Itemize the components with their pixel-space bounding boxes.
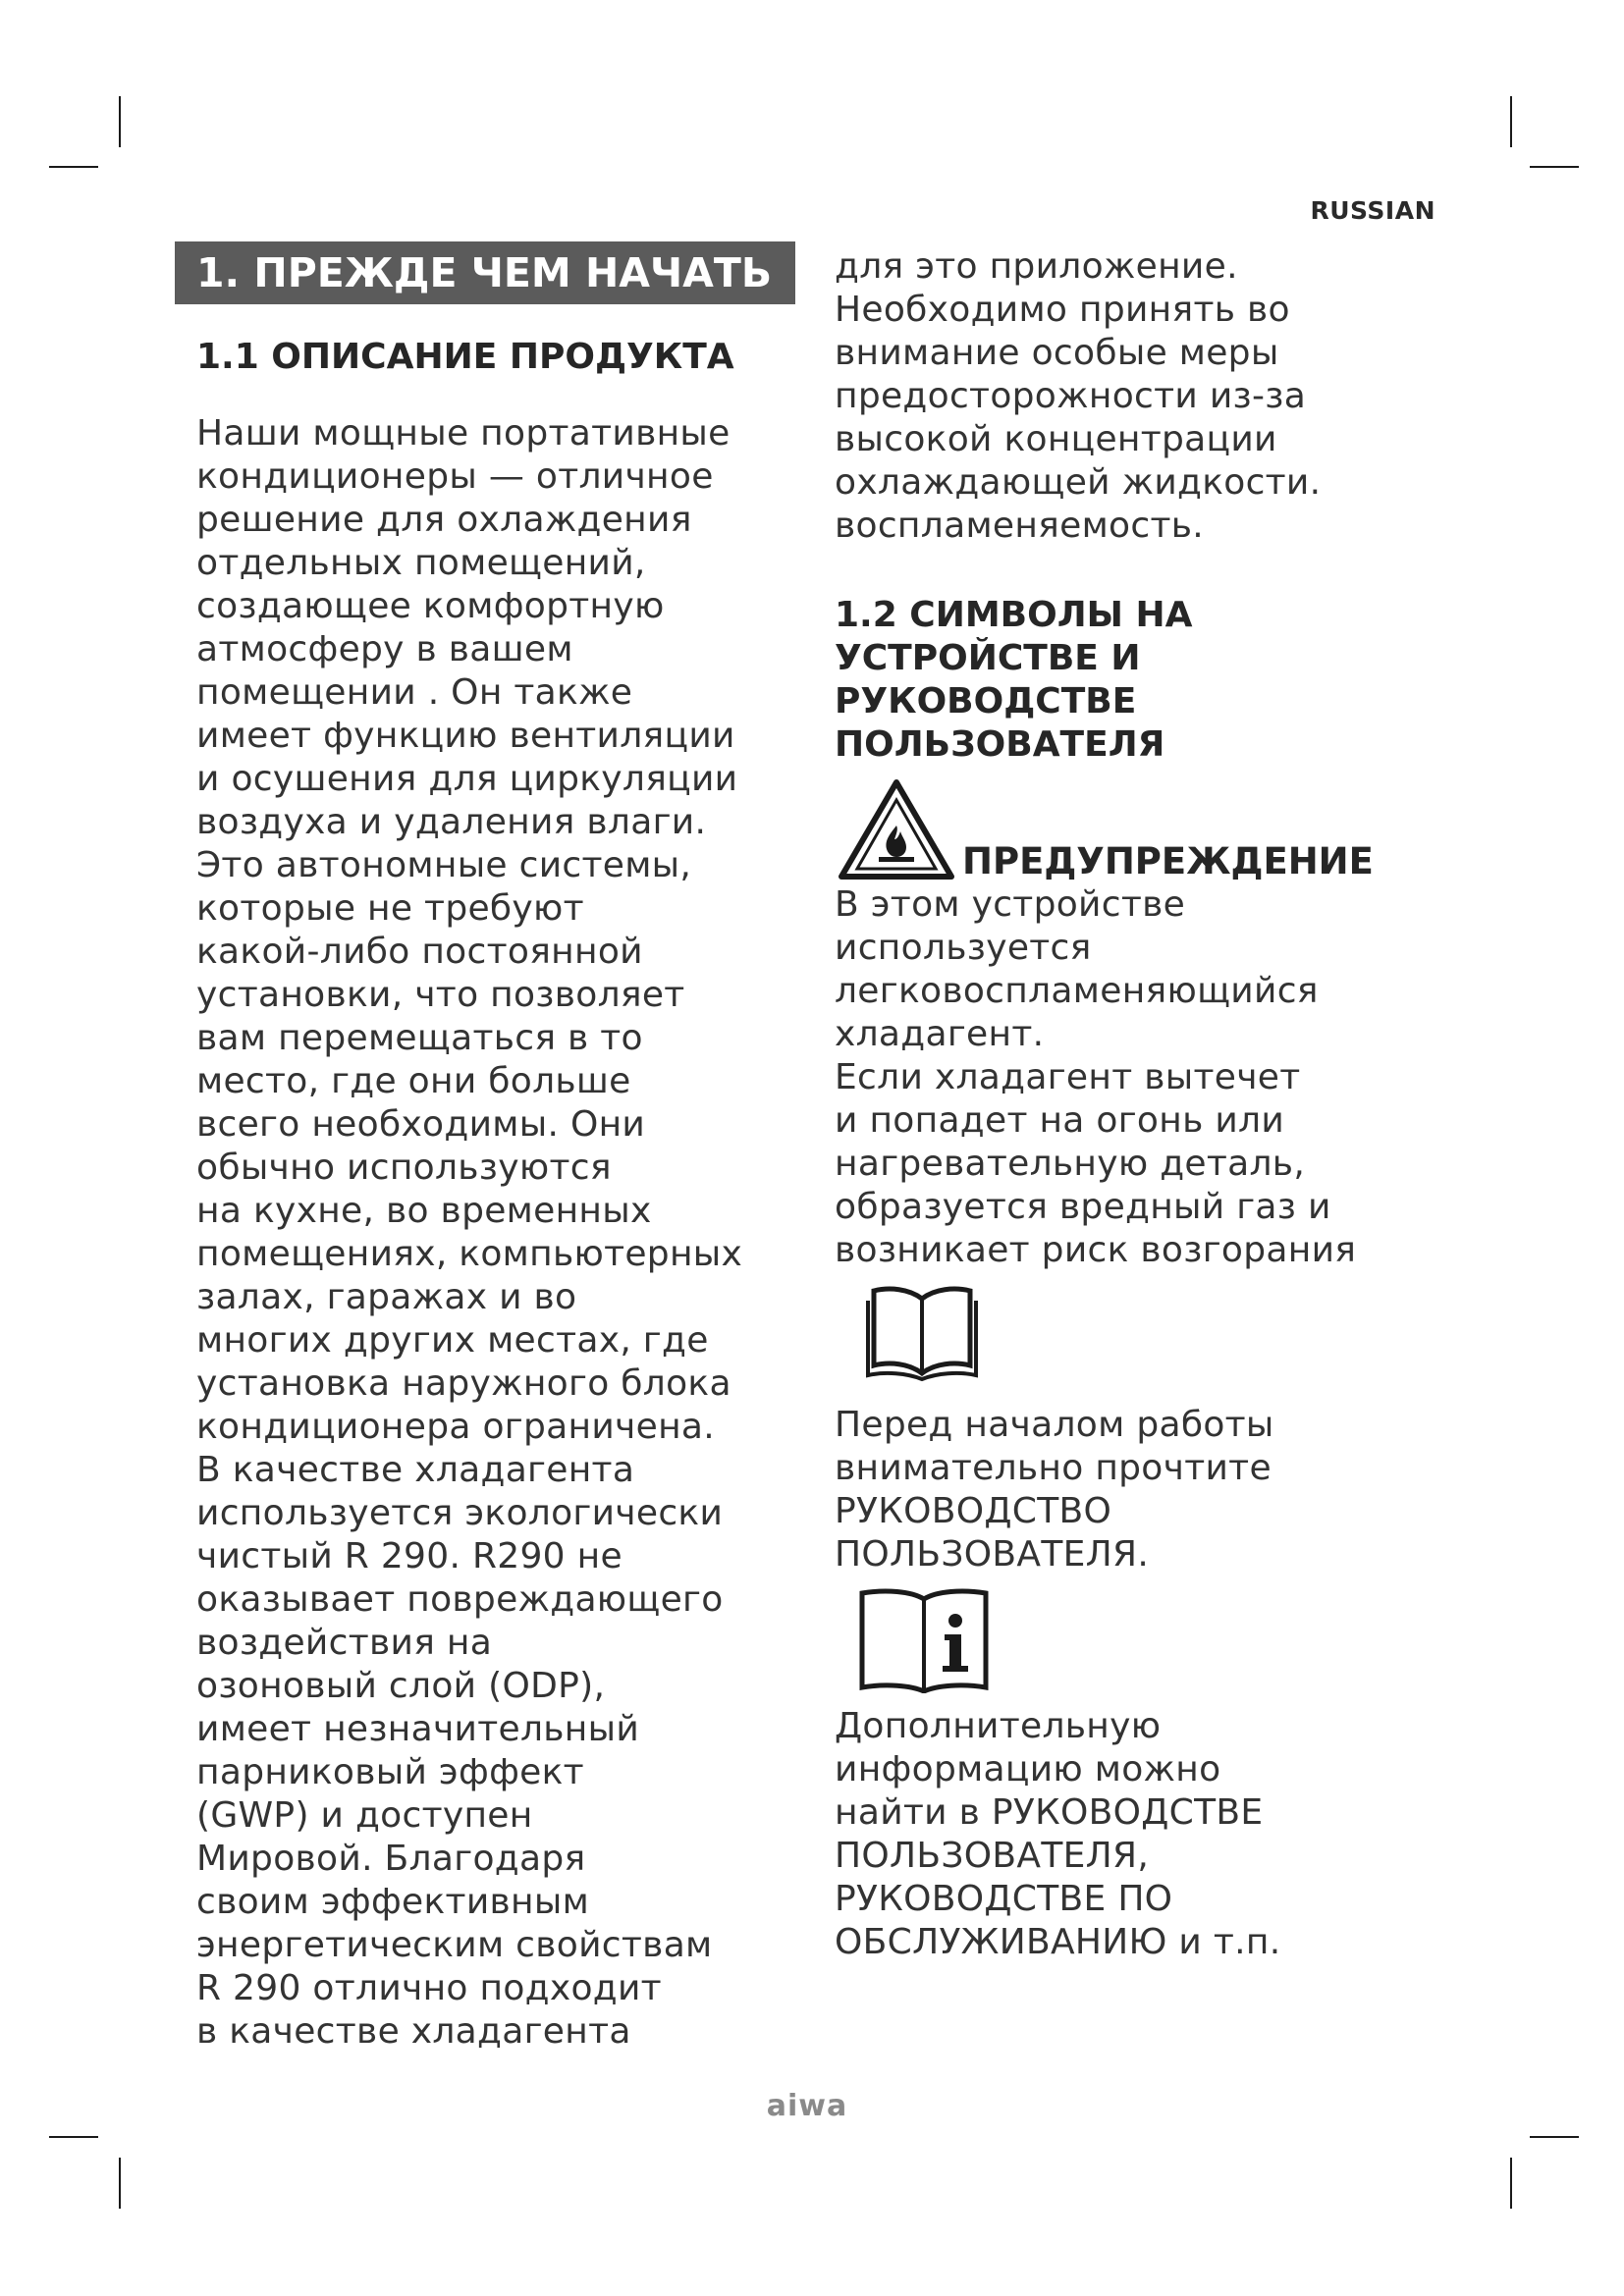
crop-mark-top-right-horizontal — [1530, 166, 1579, 168]
aiwa-logo: aiwa — [766, 2089, 848, 2123]
crop-mark-bottom-left-vertical — [119, 2158, 121, 2209]
product-description-heading: 1.1 ОПИСАНИЕ ПРОДУКТА — [196, 337, 734, 377]
open-book-icon — [862, 1281, 982, 1383]
product-description-continuation: для это приложение. Необходимо принять во внимание особые меры предосторожности из-за высокой концентрации охлаждающей жидкости. воспламеняемость. — [835, 246, 1322, 546]
manual-text: Перед началом работы внимательно прочтите РУКОВОДСТВО ПОЛЬЗОВАТЕЛЯ. — [835, 1405, 1274, 1575]
language-label: RUSSIAN — [1310, 196, 1435, 225]
info-book-icon — [854, 1585, 994, 1693]
flammable-warning-icon — [838, 778, 955, 881]
crop-mark-bottom-right-vertical — [1510, 2158, 1512, 2209]
crop-mark-top-left-horizontal — [49, 166, 98, 168]
crop-mark-bottom-left-horizontal — [49, 2136, 98, 2138]
crop-mark-top-right-vertical — [1510, 96, 1512, 147]
warning-title: ПРЕДУПРЕЖДЕНИЕ — [962, 840, 1374, 882]
section-title: 1. ПРЕЖДЕ ЧЕМ НАЧАТЬ — [175, 241, 795, 304]
warning-text: В этом устройстве используется легковоспламеняющийся хладагент. Если хладагент вытечет и попадет на огонь или нагревательную деталь, образуется вредный газ и возникает риск возгорания — [835, 884, 1357, 1270]
info-text: Дополнительную информацию можно найти в РУКОВОДСТВЕ ПОЛЬЗОВАТЕЛЯ, РУКОВОДСТВЕ ПО ОБСЛУЖИВАНИЮ и т.п. — [835, 1706, 1281, 1962]
crop-mark-top-left-vertical — [119, 96, 121, 147]
crop-mark-bottom-right-horizontal — [1530, 2136, 1579, 2138]
symbols-heading: 1.2 СИМВОЛЫ НА УСТРОЙСТВЕ И РУКОВОДСТВЕ ПОЛЬЗОВАТЕЛЯ — [835, 595, 1193, 765]
product-description-text: Наши мощные портативные кондиционеры — отличное решение для охлаждения отдельных помещений, создающее комфортную атмосферу в вашем помещении . Он также имеет функцию вентиляции и осушения для циркуляции воздуха и удаления влаги. Это автономные системы, которые не требуют какой-либо постоянной установки, что позволяет вам перемещаться в то место, где они больше всего необходимы. Они обычно используются на кухне, во временных помещениях, компьютерных залах, гаражах и во многих других местах, где установка наружного блока кондиционера ограничена. В качестве хладагента используется экологически чистый R 290. R290 не оказывает повреждающего воздействия на озоновый слой (ODP), имеет незначительный парниковый эффект (GWP) и доступен Мировой. Благодаря своим эффективным энергетическим свойствам R 290 отлично подходит в качестве хладагента — [196, 413, 743, 2052]
